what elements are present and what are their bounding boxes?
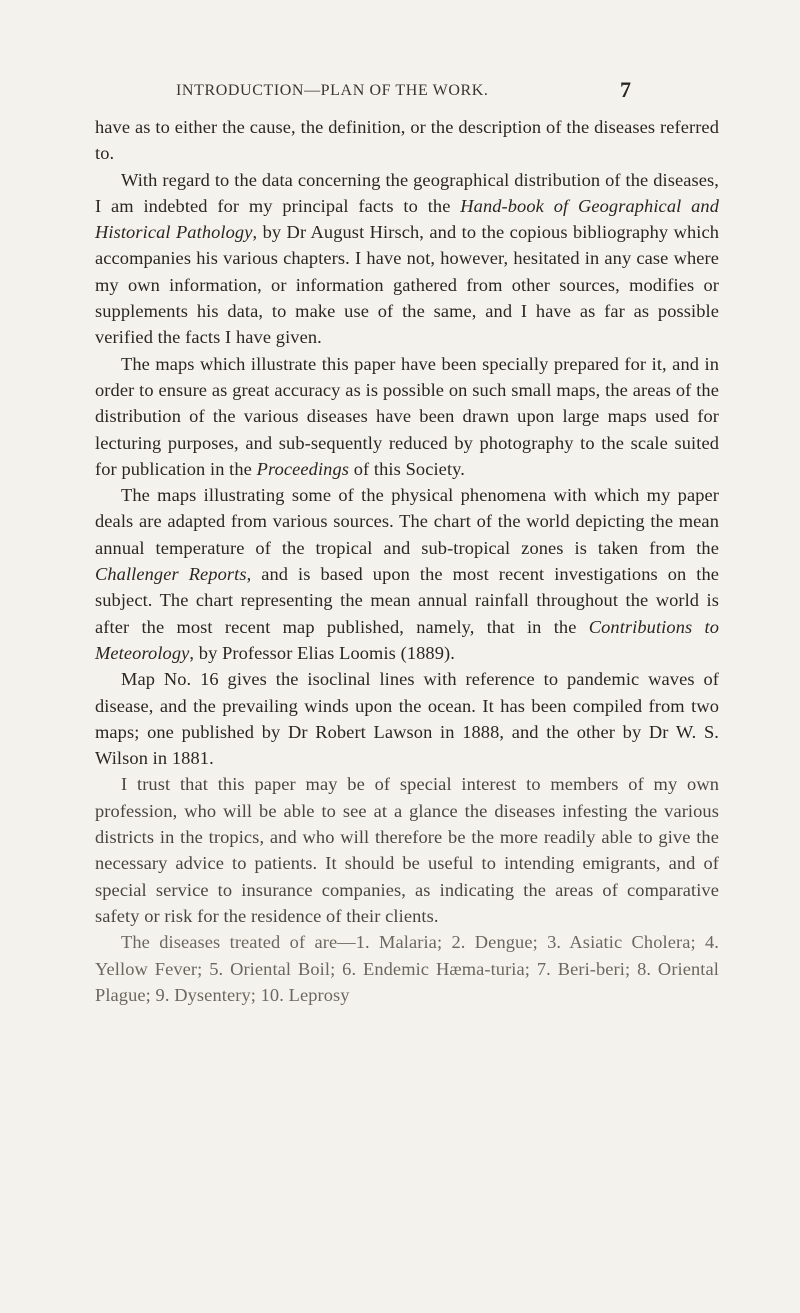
text-run: have as to either the cause, the definition, or the description of the diseases referred to. [95,117,719,164]
italic-title: Proceedings [256,458,349,479]
text-run: of this Society. [349,458,465,479]
paragraph [95,482,719,666]
text-run: , by Dr August Hirsch, and to the copious bibliography which accompanies his various chapters. I have not, however, hesitated in any case where my own information, or information gathered from other sources, modifies or supplements his data, to make use of the same, and I have as far as possible verified the facts I have given. [95,222,720,348]
italic-title: Hand-book of Geographical and Historical Pathology [95,195,719,243]
text-run: The maps which illustrate this paper have been specially prepared for it, and in order to ensure as great accuracy as is possible on such small maps, the areas of the distribution of the various diseases have been drawn upon large maps used for lecturing purposes, and sub-sequently reduced by photography to the scale suited for publication in the [95,353,719,479]
italic-title: Challenger Reports [95,564,247,585]
text-run: I trust that this paper may be of special interest to members of my own profession, who will be able to see at a glance the diseases infesting the various districts in the tropics, and who will therefore be the more readily able to give the necessary advice to patients. It should be useful to intending emigrants, and of special service to insurance companies, as indicating the areas of comparative safety or risk for the residence of their clients. [95,774,719,926]
paragraph [95,351,719,482]
text-run: , by Professor Elias Loomis (1889). [189,642,455,663]
body-text [95,114,719,1008]
paragraph [95,771,719,929]
text-run: Map No. 16 gives the isoclinal lines with reference to pandemic waves of disease, and the prevailing winds upon the ocean. It has been compiled from two maps; one published by Dr Robert Lawson in 1888, and the other by Dr W. S. Wilson in 1881. [95,669,719,769]
paragraph [95,666,719,771]
text-run: The maps illustrating some of the physical phenomena with which my paper deals are adapted from various sources. The chart of the world depicting the mean annual temperature of the tropical and sub-tropical zones is taken from the [95,485,719,558]
text-run: , and is based upon the most recent investigations on the subject. The chart representing the mean annual rainfall throughout the world is after the most recent map published, namely, that in the [95,564,720,637]
text-run: The diseases treated of are—1. Malaria; 2. Dengue; 3. Asiatic Cholera; 4. Yellow Fever; 5. Oriental Boil; 6. Endemic Hæma-turia; 7. Beri-beri; 8. Oriental Plague; 9. Dysentery; 10. Leprosy [95,932,719,1005]
text-run: With regard to the data concerning the geographical distribution of the diseases, I am indebted for my principal facts to the [95,169,719,216]
page-number: 7 [620,77,631,102]
paragraph [95,114,719,167]
italic-title: Contributions to Meteorology [95,616,719,663]
paragraph [95,167,719,351]
running-title: INTRODUCTION—PLAN OF THE WORK. [176,82,489,99]
paragraph [95,929,719,1008]
